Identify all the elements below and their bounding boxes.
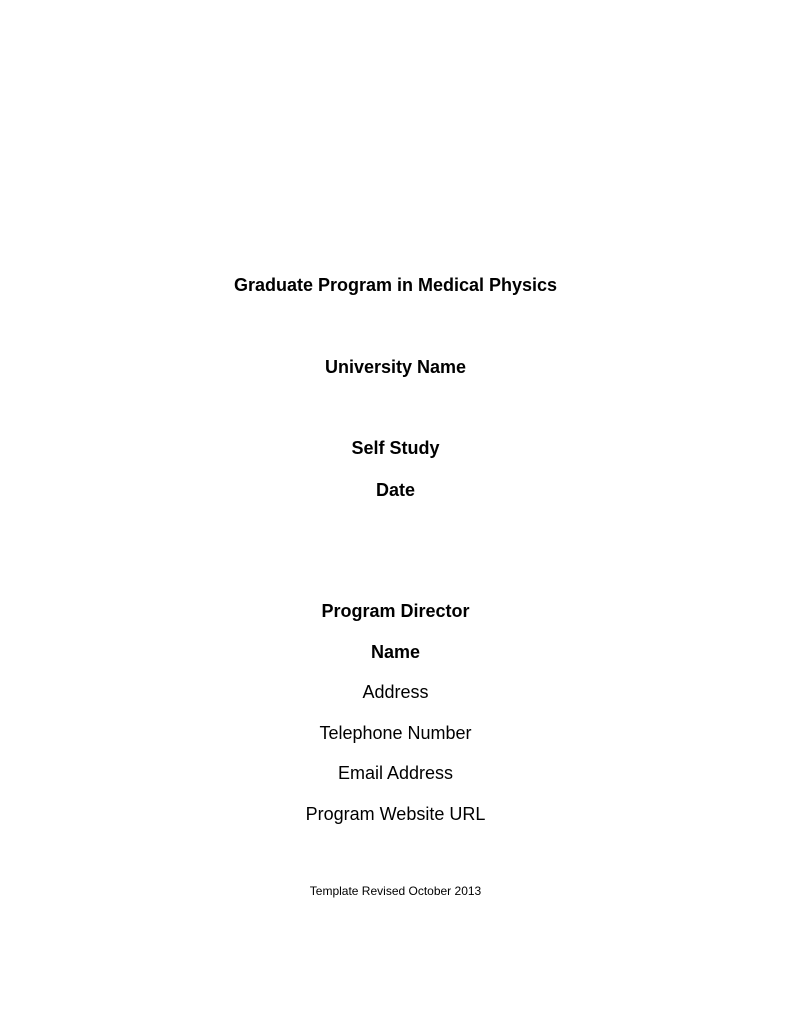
university-name: University Name [324,357,467,377]
report-type: Self Study [351,438,440,458]
director-address: Address [362,682,429,702]
director-telephone: Telephone Number [319,723,472,743]
director-heading: Program Director [321,601,470,621]
template-revision-note: Template Revised October 2013 [309,884,482,898]
document-title: Graduate Program in Medical Physics [233,275,558,295]
director-name: Name [370,642,421,662]
director-email: Email Address [337,763,454,783]
program-website: Program Website URL [305,804,486,824]
report-date: Date [375,480,415,500]
